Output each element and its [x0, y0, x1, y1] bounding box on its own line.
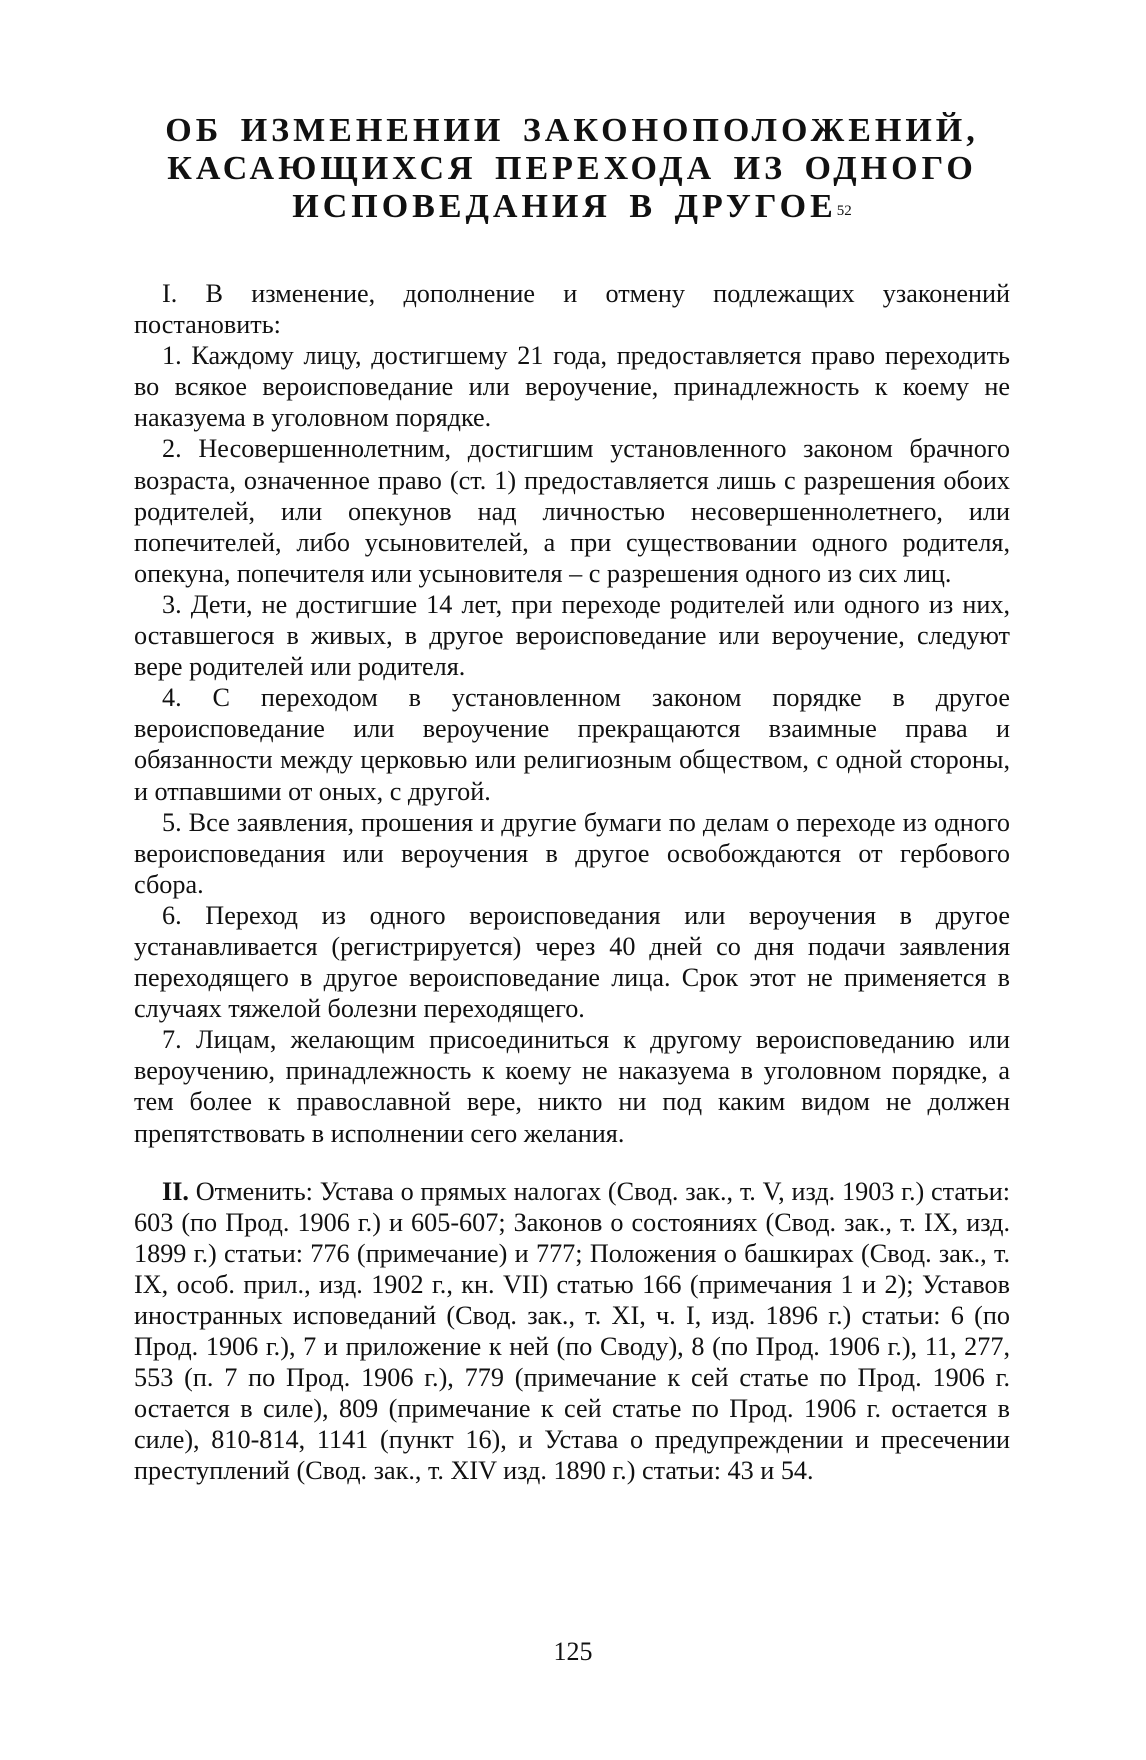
section-1-item-5: 5. Все заявления, прошения и другие бумаги по делам о переходе из одного вероисповедания или вероучения в другое освобождаются от гербового сбора.	[134, 807, 1010, 899]
page-title	[134, 112, 1010, 226]
section-1-item-3: 3. Дети, не достигшие 14 лет, при переходе родителей или одного из них, оставшегося в живых, в другое вероисповедание или вероучение, следуют вере родителей или родителя.	[134, 589, 1010, 682]
section-1-item-6: 6. Переход из одного вероисповедания или вероучения в другое устанавливается (регистрируется) через 40 дней со дня подачи заявления переходящего в другое вероисповедание лица. Срок этот не применяется в случаях тяжелой болезни переходящего.	[134, 900, 1010, 1024]
section-1-item-7: 7. Лицам, желающим присоединиться к другому вероисповеданию или вероучению, принадлежность к коему не наказуема в уголовном порядке, а тем более к православной вере, никто ни под каким видом не должен препятствовать в исполнении сего желания.	[134, 1025, 1010, 1148]
page-number: 125	[553, 1637, 593, 1666]
title-line-3-text: ИСПОВЕДАНИЯ В ДРУГОЕ	[292, 188, 837, 225]
section-2-number: II.	[162, 1176, 189, 1206]
section-1-intro: I. В изменение, дополнение и отмену подлежащих узаконений постановить:	[134, 279, 1010, 340]
title-line-2: КАСАЮЩИХСЯ ПЕРЕХОДА ИЗ ОДНОГО	[167, 150, 977, 187]
document-page	[134, 112, 1010, 1487]
section-1-item-2: 2. Несовершеннолетним, достигшим установленного законом брачного возраста, означенное право (ст. 1) предоставляется лишь с разрешения обоих родителей, или опекунов над личностью несовершеннолетнего, или попечителей, либо усыновителей, а при существовании одного родителя, опекуна, попечителя или усыновителя – с разрешения одного из сих лиц.	[134, 434, 1010, 588]
section-2-paragraph	[134, 1176, 1010, 1487]
section-1-item-1: 1. Каждому лицу, достигшему 21 года, предоставляется право переходить во всякое вероисповедание или вероучение, принадлежность к коему не наказуема в уголовном порядке.	[134, 341, 1010, 433]
title-line-3	[134, 188, 1010, 226]
footnote-reference: 52	[836, 203, 852, 219]
section-1-item-4: 4. С переходом в установленном законом порядке в другое вероисповедание или вероучение прекращаются взаимные права и обязанности между церковью или религиозным обществом, с одной стороны, и отпавшими от оных, с другой.	[134, 683, 1010, 806]
section-2-text: Отменить: Устава о прямых налогах (Свод. зак., т. V, изд. 1903 г.) статьи: 603 (по Прод. 1906 г.) и 605-607; Законов о состояниях (Свод. зак., т. IX, изд. 1899 г.) статьи: 776 (примечание) и 777; Положения о башкирах (Свод. зак., т. IX, особ. прил., изд. 1902 г., кн. VII) статью 166 (примечания 1 и 2); Уставов иностранных исповеданий (Свод. зак., т. XI, ч. I, изд. 1896 г.) статьи: 6 (по Прод. 1906 г.), 7 и приложение к ней (по Своду), 8 (по Прод. 1906 г.), 11, 277, 553 (п. 7 по Прод. 1906 г.), 779 (примечание к сей статье по Прод. 1906 г. остается в силе), 809 (примечание к сей статье по Прод. 1906 г. остается в силе), 810-814, 1141 (пункт 16), и Устава о предупреждении и пресечении преступлений (Свод. зак., т. XIV изд. 1890 г.) статьи: 43 и 54.	[134, 1176, 1011, 1486]
title-line-1: ОБ ИЗМЕНЕНИИ ЗАКОНОПОЛОЖЕНИЙ,	[165, 112, 979, 149]
